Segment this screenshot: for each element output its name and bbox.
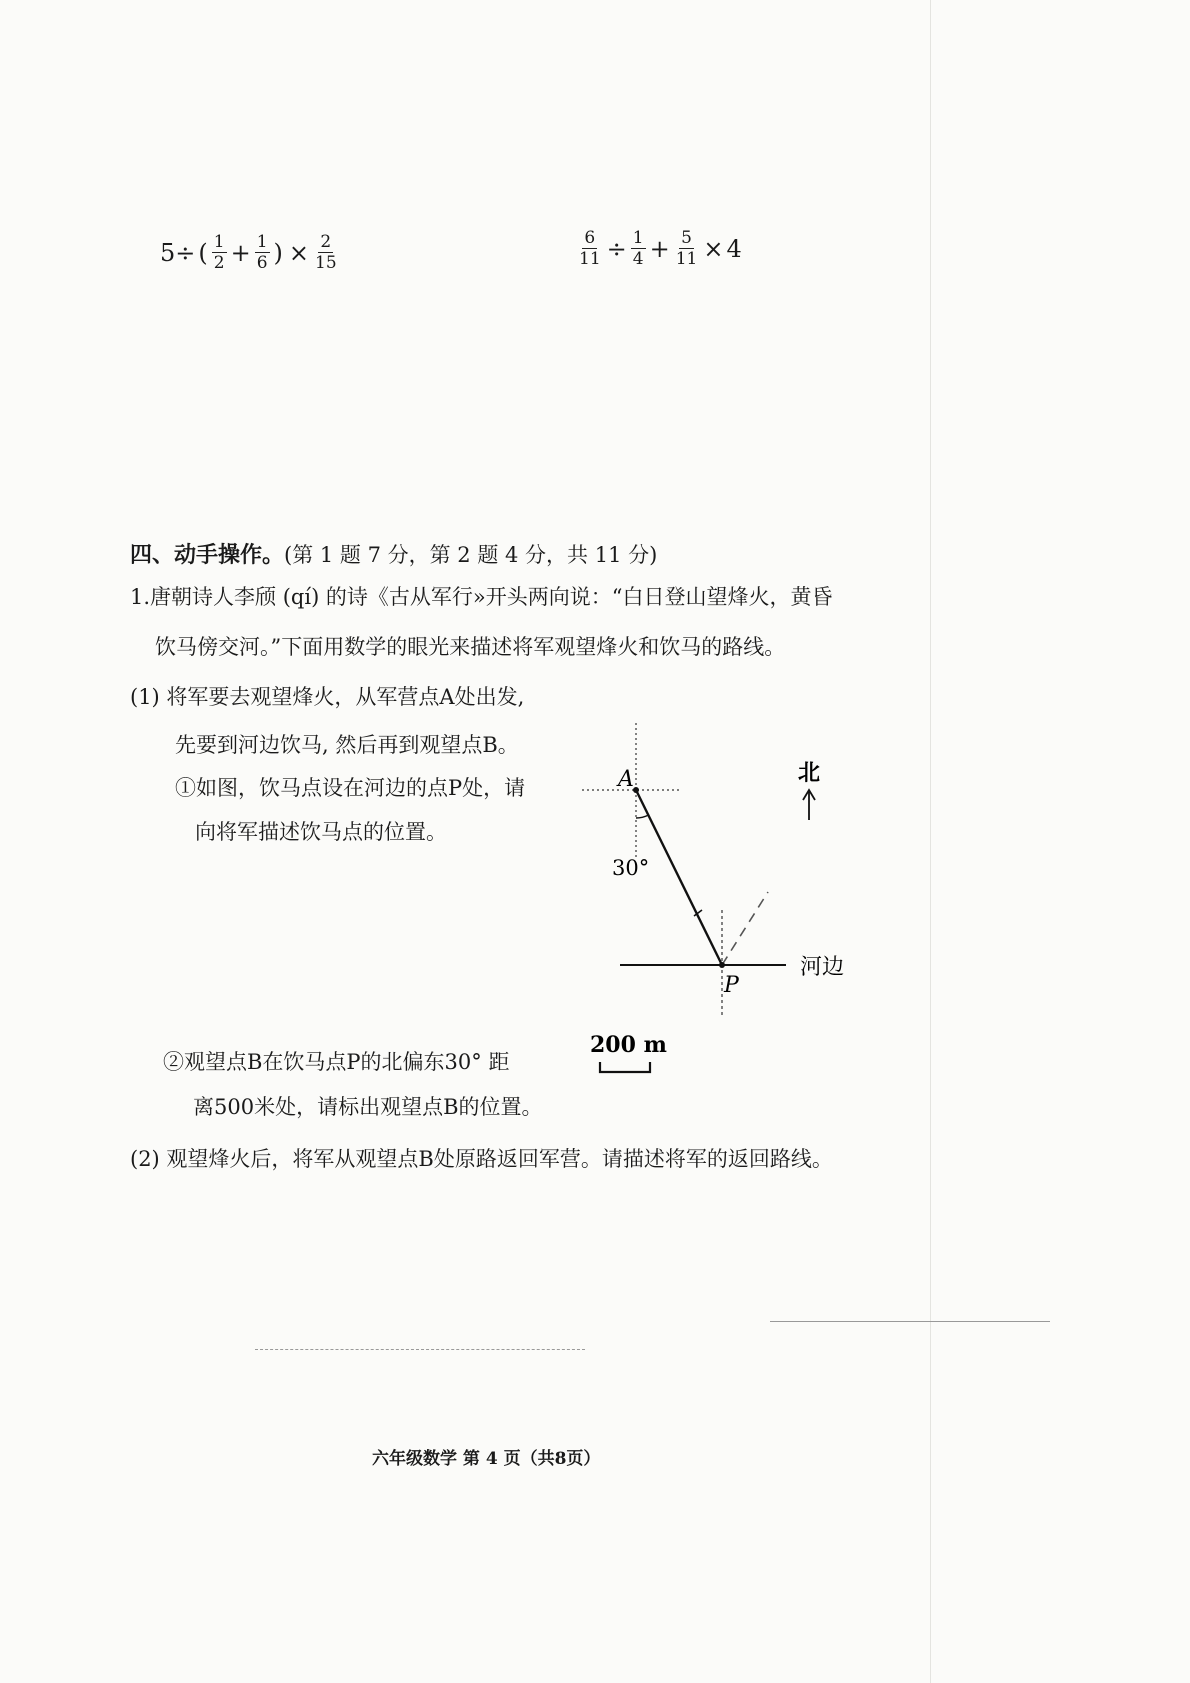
section-points: (第 1 题 7 分，第 2 题 4 分，共 11 分): [284, 543, 658, 567]
route-diagram: [570, 720, 900, 1100]
expr1-plus: +: [230, 238, 251, 267]
expr2-fraction-1: $\frac{6}{11}$: [579, 228, 601, 269]
sub2-line1: ②观望点B在饮马点P的北偏东30° 距: [163, 1050, 510, 1074]
part1-line2: 先要到河边饮马, 然后再到观望点B。: [175, 733, 519, 757]
point-p-dot: [719, 962, 725, 968]
expr1-close-paren: ): [273, 238, 283, 267]
expr1-lead: 5÷: [160, 238, 196, 267]
expr2-div: ÷: [606, 234, 627, 263]
expression-2: [576, 228, 742, 269]
scale-bar: [600, 1062, 650, 1072]
angle-label: 30°: [612, 856, 650, 880]
river-label: 河边: [800, 955, 845, 980]
expr1-fraction-3: $\frac{2}{15}$: [315, 232, 337, 273]
expr2-tail: 4: [726, 234, 742, 263]
angle-arc: [636, 815, 648, 818]
north-label: 北: [798, 760, 821, 786]
expr1-open-paren: (: [198, 238, 208, 267]
pb-draft-line: [722, 892, 768, 965]
divider-right: [770, 1321, 1050, 1322]
expr2-plus: +: [649, 234, 670, 263]
expression-1: [160, 232, 340, 273]
scale-label: 200 m: [590, 1032, 667, 1058]
divider-left: [255, 1349, 585, 1350]
expr2-times: ×: [703, 234, 724, 263]
section-title: 四、动手操作。: [130, 542, 285, 568]
expr1-fraction-1: $\frac{1}{2}$: [213, 232, 225, 273]
expr1-fraction-2: $\frac{1}{6}$: [256, 232, 268, 273]
point-a-dot: [633, 787, 639, 793]
sub1-line2: 向将军描述饮马点的位置。: [195, 820, 447, 844]
scan-edge: [930, 0, 931, 1683]
part2-text: (2) 观望烽火后，将军从观望点B处原路返回军营。请描述将军的返回路线。: [130, 1147, 833, 1171]
question1-line2: 饮马傍交河。”下面用数学的眼光来描述将军观望烽火和饮马的路线。: [155, 635, 786, 659]
question1-line1: 1.唐朝诗人李颀 (qí) 的诗《古从军行»开头两向说：“白日登山望烽火，黄昏: [130, 585, 833, 609]
part1-line1: (1) 将军要去观望烽火，从军营点A处出发,: [130, 685, 525, 709]
point-a-label: A: [618, 767, 634, 792]
sub1-line1: ①如图，饮马点设在河边的点P处，请: [175, 776, 526, 800]
sub2-line2: 离500米处，请标出观望点B的位置。: [193, 1095, 543, 1119]
section-heading: [130, 538, 657, 569]
expr2-fraction-2: $\frac{1}{4}$: [632, 228, 644, 269]
expr2-fraction-3: $\frac{5}{11}$: [675, 228, 698, 269]
page-footer: 六年级数学 第 4 页（共8页）: [372, 1449, 601, 1469]
point-p-label: P: [724, 973, 739, 998]
expr1-times: ×: [288, 238, 310, 267]
